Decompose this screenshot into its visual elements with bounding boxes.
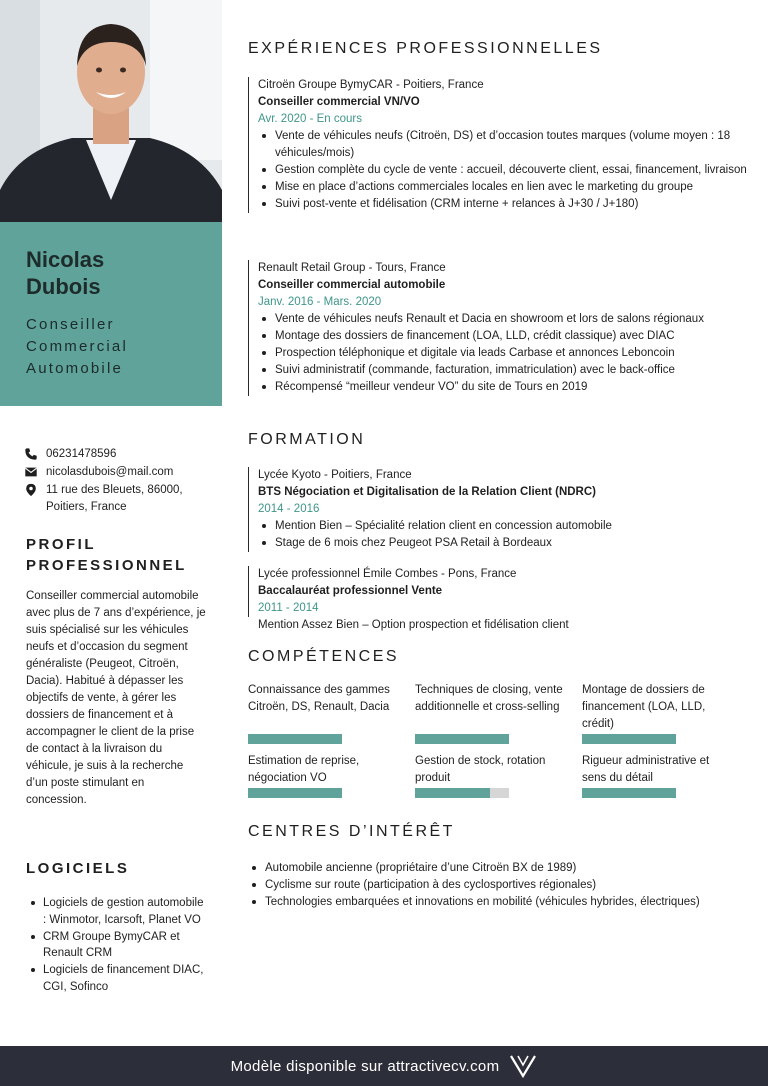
role: Conseiller commercial VN/VO — [258, 96, 420, 108]
skill-bar — [415, 788, 509, 798]
formation-item — [248, 566, 748, 617]
address-line: Poitiers, France — [46, 501, 127, 513]
interets-title: CENTRES D’INTÉRÊT — [248, 823, 455, 840]
skill-bar-fill — [415, 788, 490, 798]
dates: 2011 - 2014 — [258, 602, 319, 614]
skill-bar-fill — [248, 734, 342, 744]
list-item: Technologies embarquées et innovations en mobilité (véhicules hybrides, électriques) — [248, 894, 748, 911]
skill-bar-fill — [248, 788, 342, 798]
attractivecv-logo-icon — [509, 1054, 537, 1078]
phone-number[interactable]: 06231478596 — [46, 448, 117, 460]
list-item: Gestion complète du cycle de vente : accueil, découverte client, essai, financement, livraison — [258, 162, 748, 179]
school: Lycée Kyoto - Poitiers, France — [258, 469, 412, 481]
profile-photo — [0, 0, 222, 222]
company: Renault Retail Group - Tours, France — [258, 262, 446, 274]
list-item: Mise en place d’actions commerciales locales en lien avec le marketing du groupe — [258, 179, 748, 196]
list-item: Suivi administratif (commande, facturation, immatriculation) avec le back-office — [258, 362, 748, 379]
skill-label: Connaissance des gammes Citroën, DS, Renault, Dacia — [248, 684, 390, 713]
skill-bar — [248, 734, 342, 744]
list-item: Automobile ancienne (propriétaire d’une Citroën BX de 1989) — [248, 860, 748, 877]
logiciels-title: LOGICIELS — [26, 860, 130, 877]
logiciels-list — [26, 895, 206, 996]
list-item: CRM Groupe BymyCAR et Renault CRM — [26, 929, 206, 963]
address — [46, 482, 206, 516]
list-item: Suivi post-vente et fidélisation (CRM interne + relances à J+30 / J+180) — [258, 196, 748, 213]
experience-bullets — [258, 128, 748, 213]
email-icon — [24, 465, 38, 479]
competences-title: COMPÉTENCES — [248, 648, 400, 665]
list-item: Logiciels de gestion automobile : Winmotor, Icarsoft, Planet VO — [26, 895, 206, 929]
profil-title-line: PROFESSIONNEL — [26, 557, 187, 574]
contact-block — [24, 446, 214, 516]
skill-label: Rigueur administrative et sens du détail — [582, 755, 710, 784]
skill-bar-fill — [415, 734, 509, 744]
list-item: Récompensé “meilleur vendeur VO” du site de Tours en 2019 — [258, 379, 748, 396]
skill-bar — [582, 788, 676, 798]
experiences-title: EXPÉRIENCES PROFESSIONNELLES — [248, 40, 603, 57]
profil-section — [26, 534, 206, 809]
skill-bar-fill — [582, 734, 676, 744]
list-item: Prospection téléphonique et digitale via leads Carbase et annonces Leboncoin — [258, 345, 748, 362]
company: Citroën Groupe BymyCAR - Poitiers, France — [258, 79, 484, 91]
contact-email — [24, 464, 214, 481]
address-line: 11 rue des Bleuets, 86000, — [46, 484, 183, 496]
formation-title: FORMATION — [248, 431, 366, 448]
list-item: Mention Bien – Spécialité relation client en concession automobile — [258, 518, 748, 535]
skill-label: Estimation de reprise, négociation VO — [248, 755, 360, 784]
dates: Avr. 2020 - En cours — [258, 113, 362, 125]
degree: Baccalauréat professionnel Vente — [258, 585, 443, 597]
skill-bar — [582, 734, 676, 744]
list-item: Vente de véhicules neufs (Citroën, DS) et d’occasion toutes marques (volume moyen : 18 véhicules/mois) — [258, 128, 748, 162]
formation-note: Mention Assez Bien – Option prospection et fidélisation client — [258, 619, 569, 631]
footer-link[interactable]: Modèle disponible sur attractivecv.com — [230, 1057, 500, 1075]
interets-list — [248, 860, 748, 911]
last-name: Dubois — [26, 274, 101, 299]
logiciels-section — [26, 858, 206, 996]
job-title-line: Commercial — [26, 338, 129, 355]
dates: Janv. 2016 - Mars. 2020 — [258, 296, 382, 308]
skill-label: Gestion de stock, rotation produit — [415, 755, 546, 784]
phone-icon — [24, 447, 38, 461]
list-item: Montage des dossiers de financement (LOA, LLD, crédit classique) avec DIAC — [258, 328, 748, 345]
job-title-line: Conseiller — [26, 316, 115, 333]
list-item: Logiciels de financement DIAC, CGI, Sofinco — [26, 962, 206, 996]
formation-item — [248, 467, 748, 552]
name-band — [0, 222, 222, 406]
email-address[interactable]: nicolasdubois@mail.com — [46, 466, 174, 478]
experience-item — [248, 260, 748, 396]
role: Conseiller commercial automobile — [258, 279, 446, 291]
skill-label: Montage de dossiers de financement (LOA, LLD, crédit) — [582, 684, 706, 730]
job-title-line: Automobile — [26, 360, 124, 377]
job-title — [26, 314, 196, 380]
experience-item — [248, 77, 748, 213]
sidebar — [0, 0, 222, 1046]
formation-bullets — [258, 518, 748, 552]
skill-bar-fill — [582, 788, 676, 798]
school: Lycée professionnel Émile Combes - Pons, France — [258, 568, 517, 580]
skill-bar — [248, 788, 342, 798]
experience-bullets — [258, 311, 748, 396]
skill-bar — [415, 734, 509, 744]
skills-grid — [248, 682, 748, 802]
degree: BTS Négociation et Digitalisation de la Relation Client (NDRC) — [258, 486, 596, 498]
dates: 2014 - 2016 — [258, 503, 320, 515]
profil-title-line: PROFIL — [26, 536, 96, 553]
contact-address — [24, 482, 214, 516]
first-name: Nicolas — [26, 247, 105, 272]
list-item: Stage de 6 mois chez Peugeot PSA Retail à Bordeaux — [258, 535, 748, 552]
contact-phone — [24, 446, 214, 463]
location-pin-icon — [24, 483, 38, 497]
list-item: Vente de véhicules neufs Renault et Dacia en showroom et lors de salons régionaux — [258, 311, 748, 328]
skill-label: Techniques de closing, vente additionnelle et cross-selling — [415, 684, 563, 713]
list-item: Cyclisme sur route (participation à des cyclosportives régionales) — [248, 877, 748, 894]
profil-title — [26, 534, 206, 576]
footer-banner — [0, 1046, 768, 1086]
profil-text: Conseiller commercial automobile avec plus de 7 ans d’expérience, je suis spécialisé sur les véhicules neufs et d’occasion du segment généraliste (Peugeot, Citroën, Dacia). Habitué à dépasser les objectifs de vente, à gérer les dossiers de financement et à accompagner le client de la prise de contact à la livraison du véhicule, je suis à la recherche d’un poste stimulant en concession. — [26, 590, 206, 806]
